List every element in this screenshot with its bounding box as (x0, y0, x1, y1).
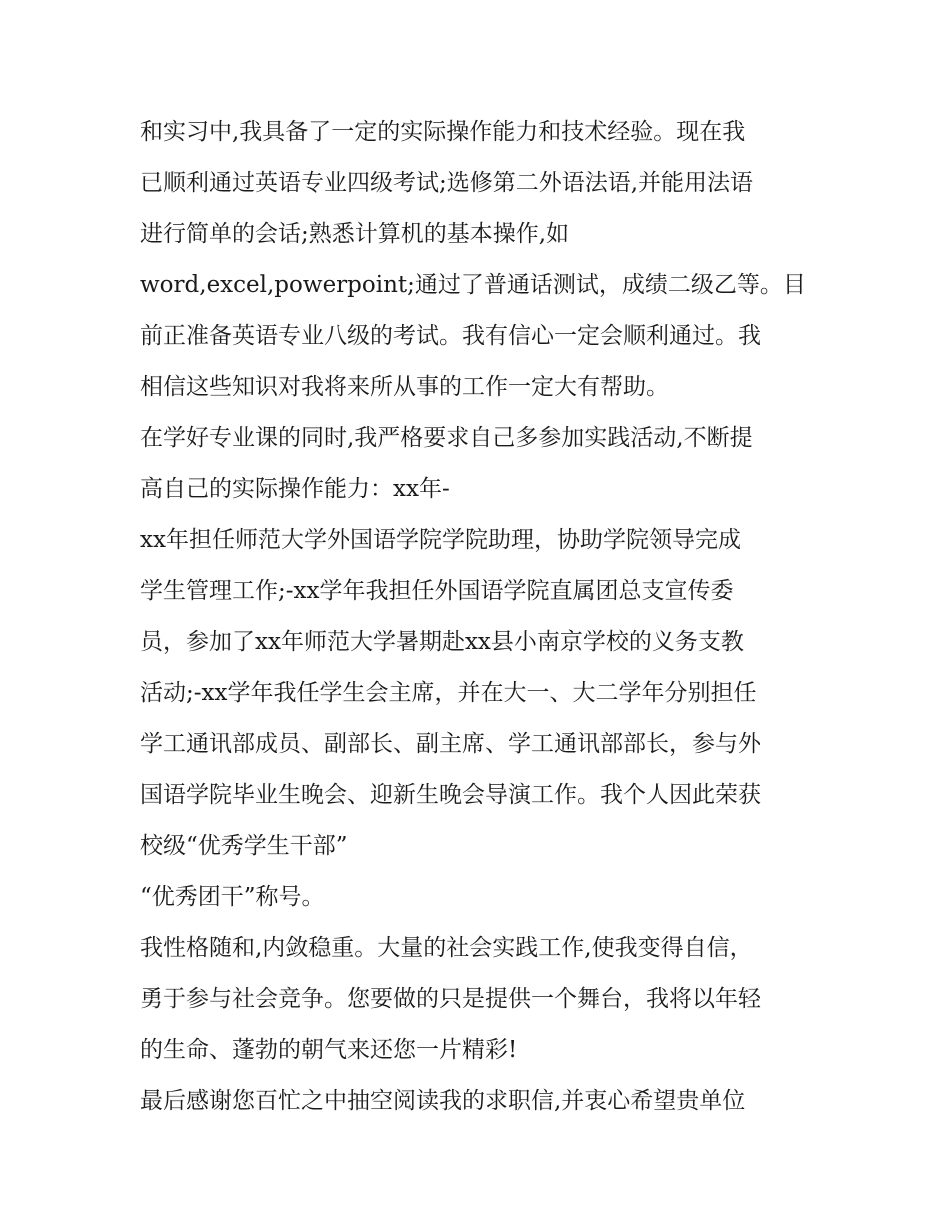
text-line: 我性格随和,内敛稳重。大量的社会实践工作,使我变得自信， (140, 935, 753, 961)
text-line: 进行简单的会话;熟悉计算机的基本操作,如 (140, 221, 570, 247)
text-line: 的生命、蓬勃的朝气来还您一片精彩! (140, 1037, 518, 1063)
text-line: 高自己的实际操作能力：xx年- (140, 476, 450, 502)
text-line: “优秀团干”称号。 (140, 884, 325, 910)
text-line: 学工通讯部成员、副部长、副主席、学工通讯部部长，参与外 (140, 731, 761, 757)
text-line: 国语学院毕业生晚会、迎新生晚会导演工作。我个人因此荣获 (140, 782, 761, 808)
text-line: 在学好专业课的同时,我严格要求自己多参加实践活动,不断提 (140, 425, 753, 451)
text-line: 和实习中,我具备了一定的实际操作能力和技术经验。现在我 (140, 119, 746, 145)
text-line: 学生管理工作;-xx学年我担任外国语学院直属团总支宣传委 (140, 578, 734, 604)
text-line: 活动;-xx学年我任学生会主席，并在大一、大二学年分别担任 (140, 680, 757, 706)
text-line: xx年担任师范大学外国语学院学院助理，协助学院领导完成 (140, 527, 741, 553)
text-line: 勇于参与社会竞争。您要做的只是提供一个舞台，我将以年轻 (140, 986, 761, 1012)
text-line: 校级“优秀学生干部” (140, 833, 348, 859)
text-line: 前正准备英语专业八级的考试。我有信心一定会顺利通过。我 (140, 323, 761, 349)
text-line: 相信这些知识对我将来所从事的工作一定大有帮助。 (140, 374, 669, 400)
letter-body (140, 107, 830, 1127)
text-line: 员，参加了xx年师范大学暑期赴xx县小南京学校的义务支教 (140, 629, 744, 655)
text-line: 最后感谢您百忙之中抽空阅读我的求职信,并衷心希望贵单位 (140, 1088, 746, 1114)
text-line: word,excel,powerpoint;通过了普通话测试，成绩二级乙等。目 (140, 272, 806, 298)
text-line: 已顺利通过英语专业四级考试;选修第二外语法语,并能用法语 (140, 170, 754, 196)
